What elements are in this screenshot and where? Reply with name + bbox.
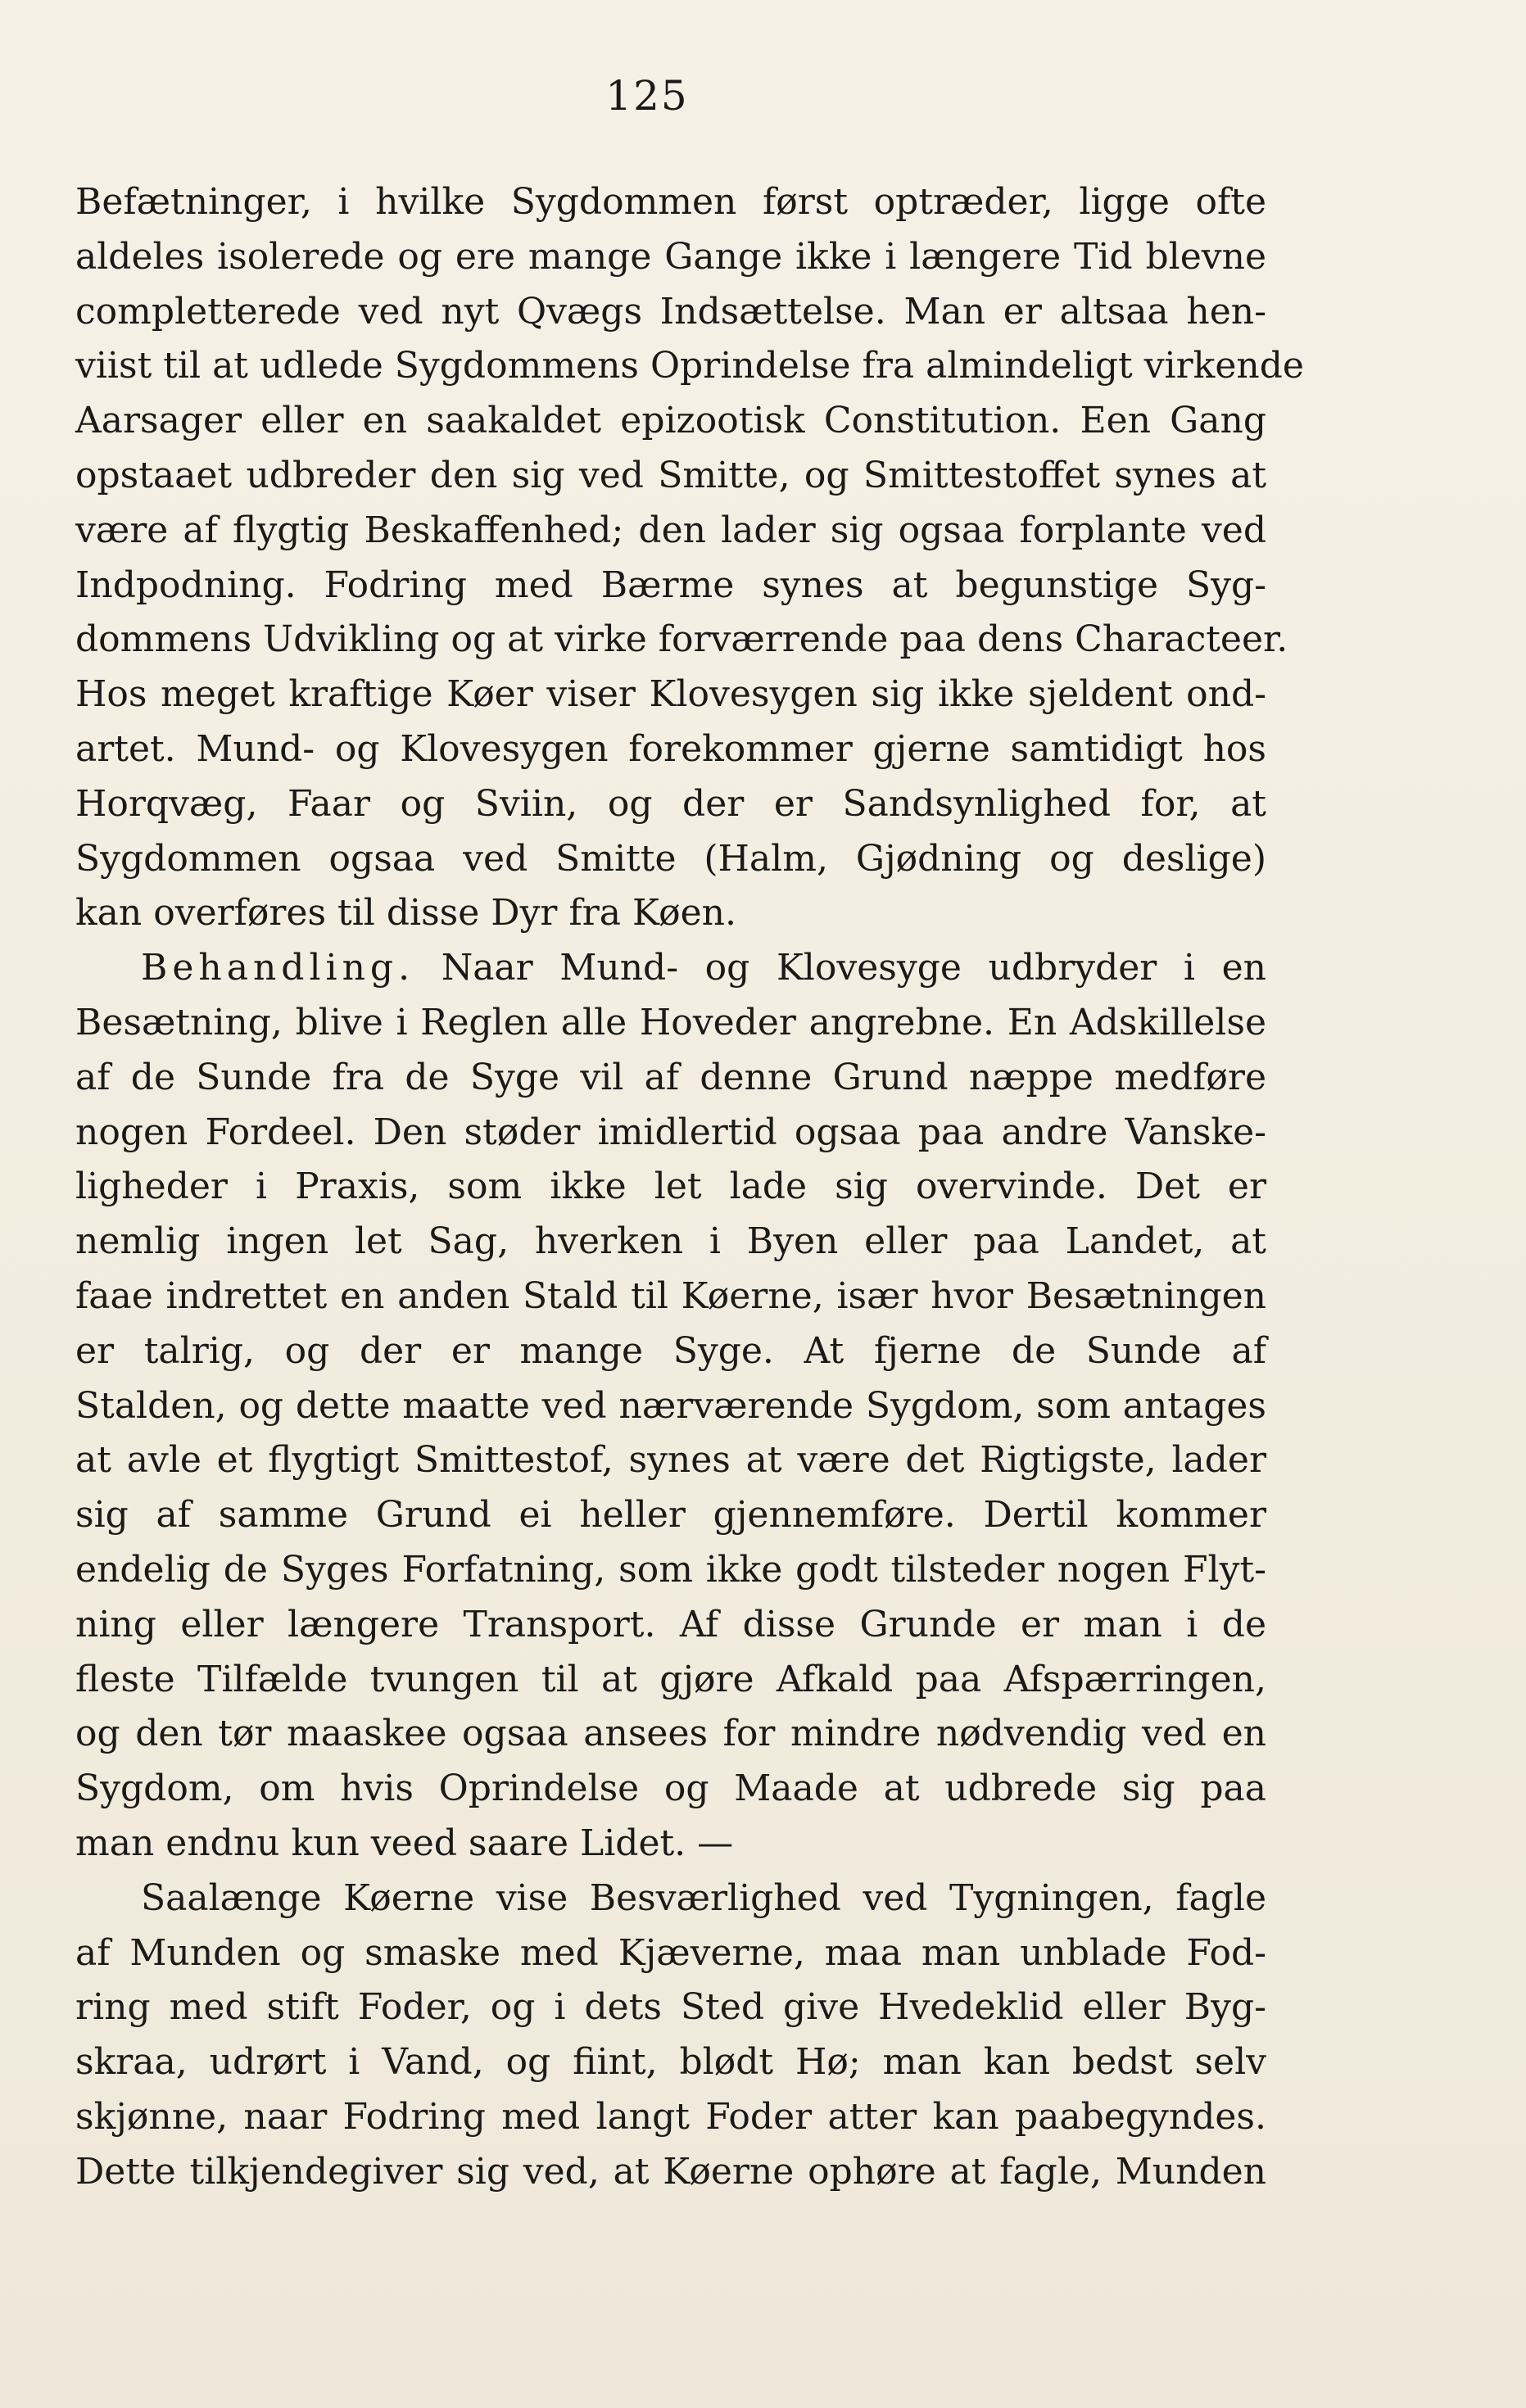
text-line: opstaaet udbreder den sig ved Smitte, og Smittestoffet synes at — [75, 454, 1266, 496]
text-line: kan overføres til disse Dyr fra Køen. — [75, 892, 736, 935]
text-line: og den tør maaskee ogsaa ansees for mindre nødvendig ved en — [75, 1713, 1266, 1755]
text-line: ligheder i Praxis, som ikke let lade sig overvinde. Det er — [75, 1166, 1266, 1208]
text-line: Sygdom, om hvis Oprindelse og Maade at udbrede sig paa — [75, 1768, 1266, 1810]
text-line: nogen Fordeel. Den støder imidlertid ogsaa paa andre Vanske- — [75, 1111, 1266, 1153]
text-line: completterede ved nyt Qvægs Indsættelse. Man er altsaa hen- — [75, 290, 1266, 333]
section-heading: Behandling. — [141, 947, 415, 989]
text-line: Saalænge Køerne vise Besværlighed ved Tygningen, fagle — [141, 1876, 1266, 1919]
text-line: viist til at udlede Sygdommens Oprindelse fra almindeligt virkende — [75, 345, 1304, 387]
text-line: fleste Tilfælde tvungen til at gjøre Afkald paa Afspærringen, — [75, 1658, 1266, 1700]
text-line: er talrig, og der er mange Syge. At fjerne de Sunde af — [75, 1329, 1266, 1372]
text-line: Aarsager eller en saakaldet epizootisk Constitution. Een Gang — [75, 400, 1266, 442]
text-line: være af flygtig Beskaffenhed; den lader sig ogsaa forplante ved — [75, 509, 1266, 551]
page-number: 125 — [605, 72, 689, 120]
text-line: skjønne, naar Fodring med langt Foder atter kan paabegyndes. — [75, 2095, 1266, 2138]
text-line: dommens Udvikling og at virke forværrende paa dens Characteer. — [75, 618, 1288, 661]
text-line: artet. Mund- og Klovesygen forekommer gjerne samtidigt hos — [75, 727, 1266, 770]
text-line: nemlig ingen let Sag, hverken i Byen eller paa Landet, at — [75, 1220, 1266, 1263]
text-line — [75, 941, 1266, 996]
text-line: aldeles isolerede og ere mange Gange ikke i længere Tid blevne — [75, 235, 1266, 278]
text-line: Hos meget kraftige Køer viser Klovesygen sig ikke sjeldent ond- — [75, 673, 1266, 716]
text-line: ning eller længere Transport. Af disse Grunde er man i de — [75, 1603, 1266, 1645]
text-line-content: Naar Mund- og Klovesyge udbryder i en — [441, 947, 1266, 989]
text-line: Indpodning. Fodring med Bærme synes at begunstige Syg- — [75, 564, 1266, 606]
text-line: man endnu kun veed saare Lidet. — — [75, 1822, 734, 1864]
text-line: Sygdommen ogsaa ved Smitte (Halm, Gjødning og deslige) — [75, 837, 1266, 880]
text-line: faae indrettet en anden Stald til Køerne, især hvor Besætningen — [75, 1274, 1266, 1317]
text-line: Stalden, og dette maatte ved nærværende Sygdom, som antages — [75, 1384, 1266, 1427]
text-line: skraa, udrørt i Vand, og fiint, blødt Hø; man kan bedst selv — [75, 2041, 1266, 2084]
text-line: endelig de Syges Forfatning, som ikke godt tilsteder nogen Flyt- — [75, 1548, 1266, 1591]
text-line: Besætning, blive i Reglen alle Hoveder angrebne. En Adskillelse — [75, 1001, 1266, 1043]
text-line: af de Sunde fra de Syge vil af denne Grund næppe medføre — [75, 1056, 1266, 1098]
text-line: Horqvæg, Faar og Sviin, og der er Sandsynlighed for, at — [75, 782, 1266, 825]
text-line: Befætninger, i hvilke Sygdommen først optræder, ligge ofte — [75, 181, 1266, 223]
body-text — [75, 175, 1304, 2199]
text-line: Dette tilkjendegiver sig ved, at Køerne ophøre at fagle, Munden — [75, 2150, 1266, 2193]
text-line: at avle et flygtigt Smittestof, synes at være det Rigtigste, lader — [75, 1439, 1266, 1482]
text-line: sig af samme Grund ei heller gjennemføre. Dertil kommer — [75, 1494, 1266, 1537]
text-line: af Munden og smaske med Kjæverne, maa man unblade Fod- — [75, 1931, 1266, 1974]
text-line: ring med stift Foder, og i dets Sted give Hvedeklid eller Byg- — [75, 1986, 1266, 2029]
